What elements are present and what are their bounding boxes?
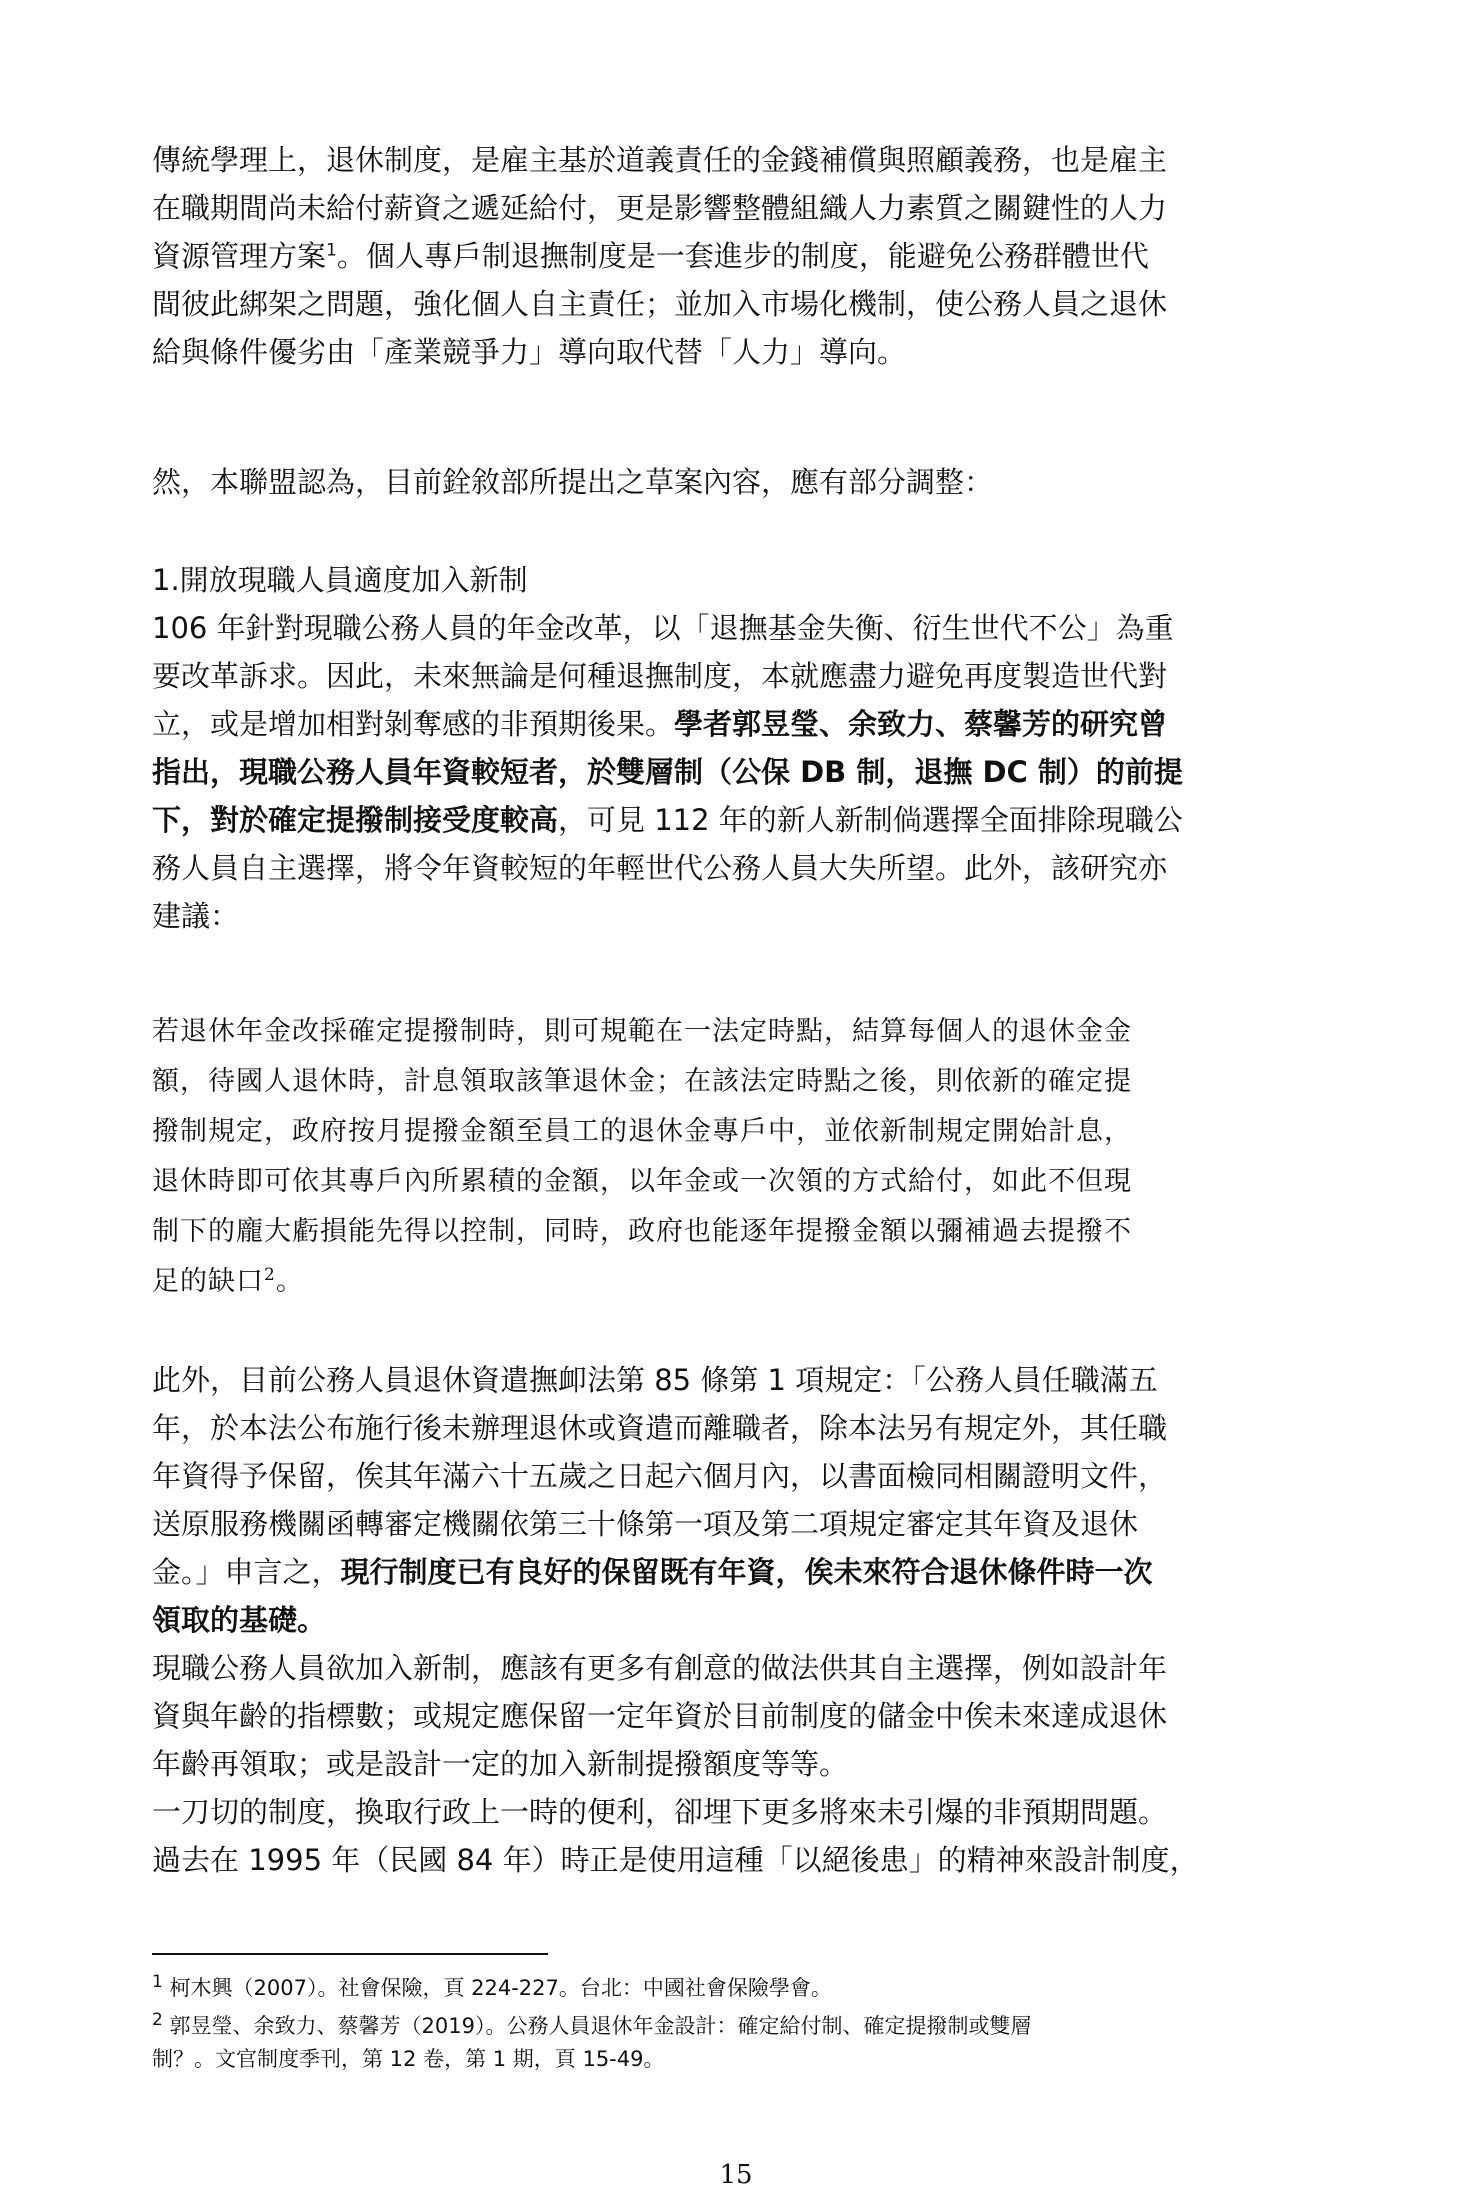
text-line: 要改革訴求。因此，未來無論是何種退撫制度，本就應盡力避免再度製造世代對 [152, 659, 1168, 693]
text-line: 現職公務人員欲加入新制，應該有更多有創意的做法供其自主選擇，例如設計年 [152, 1651, 1168, 1685]
emphasis-text: 指出，現職公務人員年資較短者，於雙層制（公保 DB 制，退撫 DC 制）的前提 [152, 755, 1183, 789]
footnote-number: 2 [152, 2010, 163, 2030]
text-line: 傳統學理上，退休制度，是雇主基於道義責任的金錢補償與照顧義務，也是雇主 [152, 143, 1168, 177]
text-line: 此外，目前公務人員退休資遣撫卹法第 85 條第 1 項規定：「公務人員任職滿五 [152, 1363, 1158, 1397]
text-line: 資與年齡的指標數；或規定應保留一定年資於目前制度的儲金中俟未來達成退休 [152, 1699, 1168, 1733]
stance-paragraph [152, 458, 1302, 506]
text-line: 一刀切的制度，換取行政上一時的便利，卻埋下更多將來未引爆的非預期問題。 [152, 1795, 1168, 1829]
footnote-text: 制？。文官制度季刊，第 12 卷，第 1 期，頁 15-49。 [152, 2047, 665, 2071]
block-quote [152, 1007, 1302, 1307]
text-line: 金。」申言之，現行制度已有良好的保留既有年資，俟未來符合退休條件時一次 [152, 1555, 1153, 1589]
section-heading: 1.開放現職人員適度加入新制 [152, 563, 528, 597]
text-line: 在職期間尚未給付薪資之遞延給付，更是影響整體組織人力素質之關鍵性的人力 [152, 191, 1168, 225]
quote-line: 足的缺口$^2$。 [152, 1265, 304, 1297]
quote-line: 撥制規定，政府按月提撥金額至員工的退休金專戶中，並依新制規定開始計息， [152, 1116, 1132, 1147]
text-line: 立，或是增加相對剝奪感的非預期後果。學者郭昱瑩、余致力、蔡馨芳的研究曾 [152, 707, 1168, 741]
quote-line: 額，待國人退休時，計息領取該筆退休金；在該法定時點之後，則依新的確定提 [152, 1066, 1132, 1097]
footnote-1 [152, 1972, 1312, 2005]
emphasis-text: 學者郭昱瑩、余致力、蔡馨芳的研究曾 [674, 707, 1168, 741]
text-line: 給與條件優劣由「產業競爭力」導向取代替「人力」導向。 [152, 335, 907, 369]
footnote-text: 柯木興（2007）。社會保險，頁 224-227。台北：中國社會保險學會。 [169, 1976, 832, 2000]
footnote-number: 1 [152, 1972, 163, 1992]
quote-line: 制下的龐大虧損能先得以控制，同時，政府也能逐年提撥金額以彌補過去提撥不 [152, 1216, 1132, 1247]
footnote-2 [152, 2010, 1312, 2076]
closing-paragraph [152, 1788, 1302, 1884]
law-paragraph [152, 1356, 1302, 1644]
page-number: 15 [719, 2160, 753, 2190]
text-line: 年，於本法公布施行後未辦理退休或資遣而離職者，除本法另有規定外，其任職 [152, 1411, 1168, 1445]
text-line: 年齡再領取；或是設計一定的加入新制提撥額度等等。 [152, 1747, 849, 1781]
text-line: 然，本聯盟認為，目前銓敘部所提出之草案內容，應有部分調整： [152, 465, 994, 499]
emphasis-text: 現行制度已有良好的保留既有年資，俟未來符合退休條件時一次 [340, 1555, 1153, 1589]
footnote-ref[interactable]: 1 [326, 240, 337, 261]
intro-paragraph [152, 136, 1302, 376]
emphasis-text: 下，對於確定提撥制接受度較高 [152, 803, 559, 837]
text-line: 106 年針對現職公務人員的年金改革，以「退撫基金失衡、衍生世代不公」為重 [152, 611, 1174, 645]
footnote-ref[interactable]: 2 [264, 1265, 276, 1285]
suggestion-paragraph [152, 1644, 1302, 1788]
reform-paragraph [152, 604, 1302, 940]
text-line: 年資得予保留，俟其年滿六十五歲之日起六個月內，以書面檢同相關證明文件， [152, 1459, 1168, 1493]
quote-line: 退休時即可依其專戶內所累積的金額，以年金或一次領的方式給付，如此不但現 [152, 1166, 1132, 1197]
emphasis-text: 領取的基礎。 [152, 1603, 327, 1637]
text-line: 建議： [152, 899, 240, 933]
text-line: 務人員自主選擇，將令年資較短的年輕世代公務人員大失所望。此外，該研究亦 [152, 851, 1168, 885]
footnote-divider [152, 1953, 548, 1955]
text-line: 下，對於確定提撥制接受度較高，可見 112 年的新人新制倘選擇全面排除現職公 [152, 803, 1183, 837]
text-line: 間彼此綁架之問題，強化個人自主責任；並加入市場化機制，使公務人員之退休 [152, 287, 1168, 321]
text-line: 送原服務機關函轉審定機關依第三十條第一項及第二項規定審定其年資及退休 [152, 1507, 1139, 1541]
footnote-text: 郭昱瑩、余致力、蔡馨芳（2019）。公務人員退休年金設計：確定給付制、確定提撥制或雙層 [169, 2014, 1032, 2038]
text-line: 過去在 1995 年（民國 84 年）時正是使用這種「以絕後患」的精神來設計制度， [152, 1843, 1199, 1877]
text-line: 資源管理方案$^1$。個人專戶制退撫制度是一套進步的制度，能避免公務群體世代 [152, 239, 1149, 273]
quote-line: 若退休年金改採確定提撥制時，則可規範在一法定時點，結算每個人的退休金金 [152, 1016, 1132, 1047]
